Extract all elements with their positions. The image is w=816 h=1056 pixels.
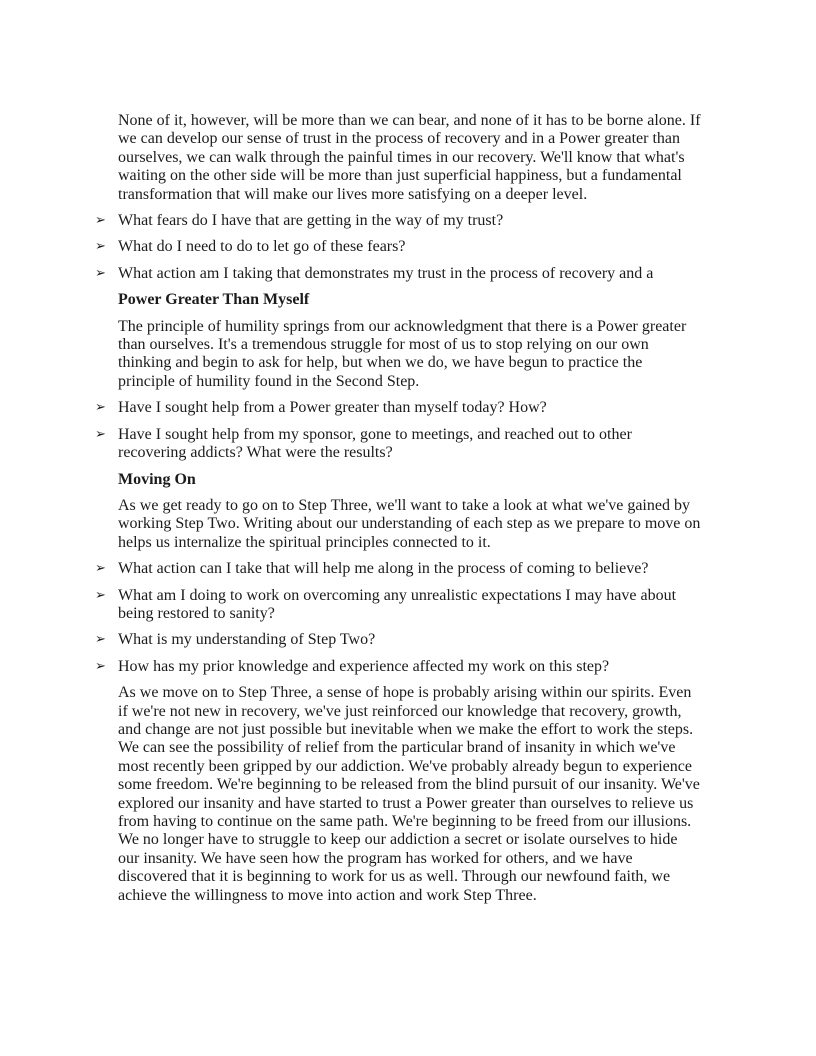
list-item-text: What is my understanding of Step Two? [118,631,376,649]
list-item-text: What am I doing to work on overcoming any unrealistic expectations I may have about being restored to sanity? [118,586,677,622]
arrow-bullet-icon: ➢ [95,561,106,577]
list-item-text: What do I need to do to let go of these fears? [118,238,406,256]
arrow-bullet-icon: ➢ [95,426,106,442]
arrow-bullet-icon: ➢ [95,632,106,648]
list-item [95,586,702,624]
list-item [95,425,702,463]
list-item [95,657,702,676]
arrow-bullet-icon: ➢ [95,213,106,229]
list-item [95,560,702,578]
list-item [95,238,702,256]
paragraph: As we move on to Step Three, a sense of hope is probably arising within our spirits. Even if we're not new in recovery, we've just reinforced our knowledge that recovery, growth, and change are not just possible but inevitable when we make the effort to work the steps. We can see the possibility of relief from the particular brand of insanity in which we've most recently been gripped by our addiction. We've probably already begun to experience some freedom. We're beginning to be released from the blind pursuit of our insanity. We've explored our insanity and have started to trust a Power greater than ourselves to relieve us from having to continue on the same path. We're beginning to be freed from our illusions. We no longer have to struggle to keep our addiction a secret or isolate ourselves to hide our insanity. We have seen how the program has worked for others, and we have discovered that it is beginning to work for us as well. Through our newfound faith, we achieve the willingness to move into action and work Step Three. [118,684,700,904]
list-item-text: What action can I take that will help me along in the process of coming to believe? [118,560,649,578]
list-item [95,264,702,283]
arrow-bullet-icon: ➢ [95,265,106,281]
arrow-bullet-icon: ➢ [95,400,106,416]
section-heading-moving-on: Moving On [118,470,196,488]
list-item [95,631,702,649]
list-item [95,212,702,230]
arrow-bullet-icon: ➢ [95,239,106,255]
list-item-text: Have I sought help from my sponsor, gone to meetings, and reached out to other recovering addicts? What were the results? [118,425,632,462]
list-item-text: Have I sought help from a Power greater than myself today? How? [118,399,547,417]
section-heading-power-greater-than-myself: Power Greater Than Myself [118,291,310,309]
list-item-text: What action am I taking that demonstrates my trust in the process of recovery and a [118,264,654,282]
paragraph: As we get ready to go on to Step Three, we'll want to take a look at what we've gained by working Step Two. Writing about our understanding of each step as we prepare to move on helps us internalize the spiritual principles connected to it. [118,496,701,551]
arrow-bullet-icon: ➢ [95,658,106,674]
list-item-text: What fears do I have that are getting in the way of my trust? [118,212,504,230]
list-item-text: How has my prior knowledge and experience affected my work on this step? [118,657,610,675]
paragraph: None of it, however, will be more than we can bear, and none of it has to be borne alone. If we can develop our sense of trust in the process of recovery and in a Power greater than ourselves, we can walk through the painful times in our recovery. We'll know that what's waiting on the other side will be more than just superficial happiness, but a fundamental transformation that will make our lives more satisfying on a deeper level. [118,112,701,203]
paragraph: The principle of humility springs from our acknowledgment that there is a Power greater than ourselves. It's a tremendous struggle for most of us to stop relying on our own thinking and begin to ask for help, but when we do, we have begun to practice the principle of humility found in the Second Step. [118,317,687,390]
list-item [95,399,702,417]
arrow-bullet-icon: ➢ [95,587,106,603]
